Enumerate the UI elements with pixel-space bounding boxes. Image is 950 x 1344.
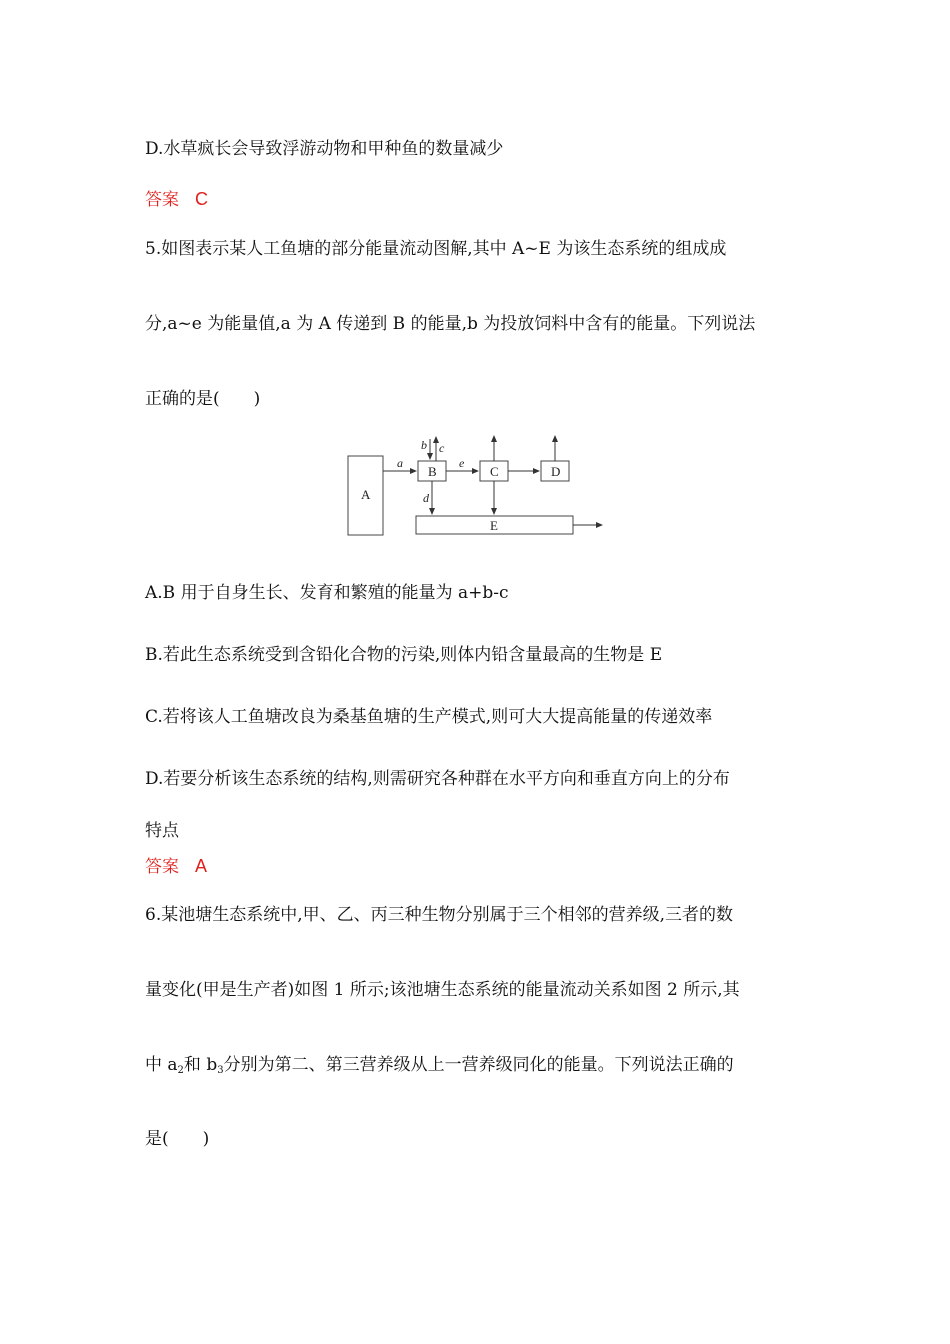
q5-option-b: B.若此生态系统受到含铅化合物的污染,则体内铅含量最高的生物是 E	[145, 645, 663, 665]
label-box-a: A	[361, 487, 371, 502]
q4-answer	[145, 188, 208, 211]
q5-stem-line-2: 分,a~e 为能量值,a 为 A 传递到 B 的能量,b 为投放饲料中含有的能量。下列说法	[145, 314, 756, 334]
label-flow-e: e	[459, 456, 465, 470]
q5-stem-line-3: 正确的是( )	[145, 389, 261, 409]
answer-label: 答案	[145, 190, 179, 210]
label-flow-b: b	[421, 438, 427, 452]
label-flow-c: c	[439, 441, 445, 455]
q5-stem-line-1: 5.如图表示某人工鱼塘的部分能量流动图解,其中 A~E 为该生态系统的组成成	[145, 239, 727, 259]
label-box-d: D	[551, 464, 561, 479]
q6-stem-line-1: 6.某池塘生态系统中,甲、乙、丙三种生物分别属于三个相邻的营养级,三者的数	[145, 905, 734, 925]
answer-label: 答案	[145, 857, 179, 877]
answer-value: C	[195, 189, 208, 209]
energy-flow-diagram	[330, 425, 620, 543]
q6-stem-line-3	[145, 1054, 734, 1076]
q6-text-part-1: 中 a	[145, 1055, 178, 1075]
q5-option-c: C.若将该人工鱼塘改良为桑基鱼塘的生产模式,则可大大提高能量的传递效率	[145, 707, 713, 727]
q4-option-d: D.水草疯长会导致浮游动物和甲种鱼的数量减少	[145, 139, 504, 159]
label-box-b: B	[428, 464, 437, 479]
q6-subscript-1: 2	[177, 1065, 184, 1076]
q5-option-d-line-2: 特点	[145, 821, 179, 841]
q6-stem-line-4: 是( )	[145, 1129, 210, 1149]
q5-answer	[145, 855, 207, 878]
label-flow-a: a	[397, 456, 403, 470]
q5-option-a: A.B 用于自身生长、发育和繁殖的能量为 a+b-c	[145, 583, 509, 603]
q5-option-d-line-1: D.若要分析该生态系统的结构,则需研究各种群在水平方向和垂直方向上的分布	[145, 769, 730, 789]
q6-stem-line-2: 量变化(甲是生产者)如图 1 所示;该池塘生态系统的能量流动关系如图 2 所示,其	[145, 980, 740, 1000]
q6-subscript-2: 3	[217, 1065, 224, 1076]
label-box-e: E	[490, 518, 498, 533]
q6-text-part-3: 分别为第二、第三营养级从上一营养级同化的能量。下列说法正确的	[223, 1055, 734, 1075]
q6-text-part-2: 和 b	[183, 1055, 218, 1075]
label-flow-d: d	[423, 491, 429, 505]
label-box-c: C	[490, 464, 499, 479]
answer-value: A	[195, 856, 208, 876]
